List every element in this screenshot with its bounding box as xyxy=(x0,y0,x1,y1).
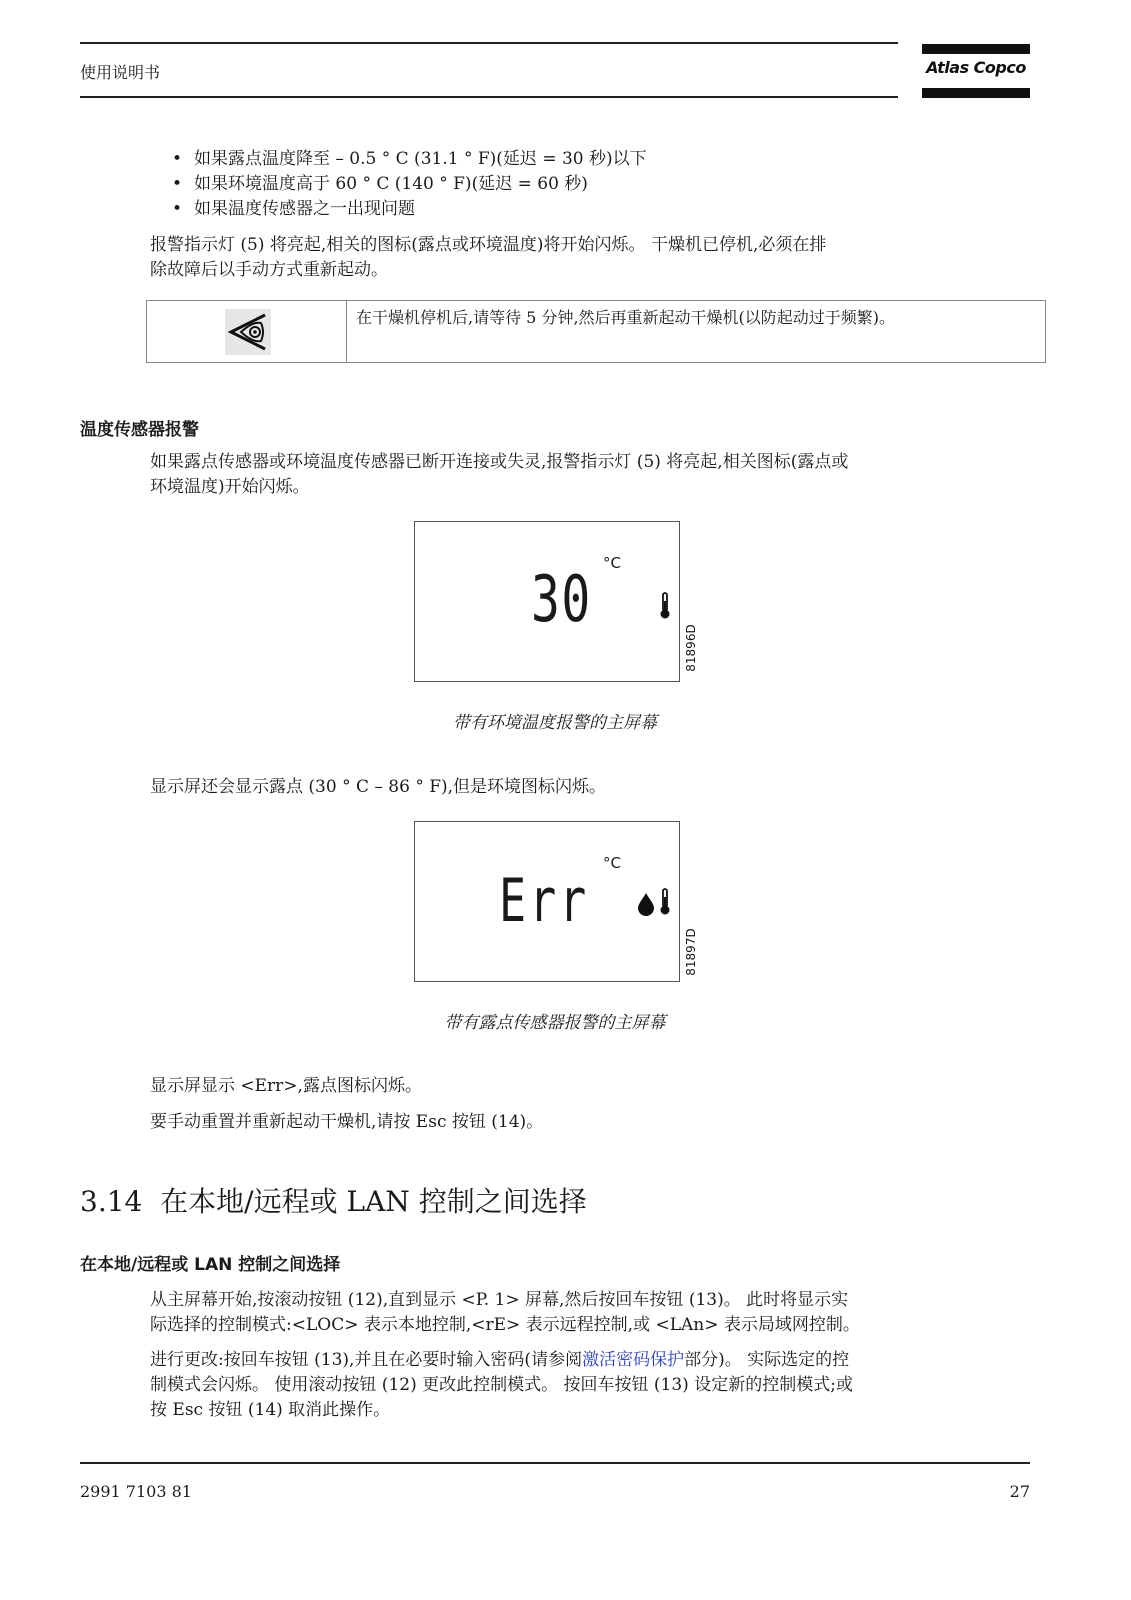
lcd-value: Err xyxy=(499,866,590,936)
reset-instruction: 要手动重置并重新起动干燥机,请按 Esc 按钮 (14)。 xyxy=(150,1112,544,1132)
header-bottom-rule xyxy=(80,96,898,98)
sensor-paragraph-line: 环境温度)开始闪烁。 xyxy=(150,477,310,497)
section-paragraph-1 xyxy=(150,1288,1050,1338)
dewpoint-drop-icon xyxy=(637,892,655,921)
section-paragraph-2 xyxy=(150,1348,1050,1423)
bullet-text: 如果露点温度降至 – 0.5 ° C (31.1 ° F)(延迟 = 30 秒)以下 xyxy=(194,149,647,169)
celsius-unit: °C xyxy=(603,554,621,572)
alarm-paragraph-line: 报警指示灯 (5) 将亮起,相关的图标(露点或环境温度)将开始闪烁。 干燥机已停机,必须在排 xyxy=(150,235,827,255)
thermometer-icon xyxy=(659,592,671,625)
alarm-paragraph xyxy=(150,233,1050,283)
text-run: 部分)。 实际选定的控 xyxy=(684,1350,850,1370)
thermometer-icon xyxy=(659,888,671,921)
bullet-text: 如果环境温度高于 60 ° C (140 ° F)(延迟 = 60 秒) xyxy=(194,174,588,194)
lcd-screen-ambient-alarm xyxy=(414,521,680,682)
sensor-alarm-paragraph xyxy=(150,450,1050,500)
section-paragraph-line xyxy=(150,1348,1050,1373)
text-run: 进行更改:按回车按钮 (13),并且在必要时输入密码(请参阅 xyxy=(150,1350,583,1370)
logo-text: Atlas Copco xyxy=(926,58,1026,77)
section-paragraph-line: 从主屏幕开始,按滚动按钮 (12),直到显示 <P. 1> 屏幕,然后按回车按钮 (13)。 此时将显示实 xyxy=(150,1290,849,1310)
note-box xyxy=(146,300,1046,363)
header-title: 使用说明书 xyxy=(80,63,161,82)
bullet-text: 如果温度传感器之一出现问题 xyxy=(194,199,415,219)
section-title: 3.14 在本地/远程或 LAN 控制之间选择 xyxy=(80,1185,587,1218)
note-icon-cell xyxy=(147,301,347,362)
section-subheading: 在本地/远程或 LAN 控制之间选择 xyxy=(80,1255,341,1275)
figure-caption: 带有露点传感器报警的主屏幕 xyxy=(444,1013,666,1033)
figure-code: 81897D xyxy=(684,928,698,976)
figure1-note: 显示屏还会显示露点 (30 ° C – 86 ° F),但是环境图标闪烁。 xyxy=(150,777,607,797)
err-note: 显示屏显示 <Err>,露点图标闪烁。 xyxy=(150,1076,422,1096)
section-paragraph-line: 制模式会闪烁。 使用滚动按钮 (12) 更改此控制模式。 按回车按钮 (13) 设定新的控制模式;或 xyxy=(150,1375,853,1395)
sensor-alarm-heading: 温度传感器报警 xyxy=(80,420,199,440)
bullet-item: • 如果环境温度高于 60 ° C (140 ° F)(延迟 = 60 秒) xyxy=(172,174,588,194)
figure-code: 81896D xyxy=(684,624,698,672)
password-protection-link[interactable]: 激活密码保护 xyxy=(582,1350,685,1370)
document-number: 2991 7103 81 xyxy=(80,1482,192,1501)
bullet-item: • 如果露点温度降至 – 0.5 ° C (31.1 ° F)(延迟 = 30 秒)以下 xyxy=(172,149,647,169)
lcd-screen-dewpoint-alarm xyxy=(414,821,680,982)
atlas-copco-logo xyxy=(922,44,1030,98)
page-number: 27 xyxy=(1009,1482,1030,1501)
header-top-rule xyxy=(80,42,898,44)
eye-warning-icon xyxy=(225,309,271,355)
section-paragraph-line: 际选择的控制模式:<LOC> 表示本地控制,<rE> 表示远程控制,或 <LAn> 表示局域网控制。 xyxy=(150,1315,860,1335)
footer-rule xyxy=(80,1462,1030,1464)
alarm-paragraph-line: 除故障后以手动方式重新起动。 xyxy=(150,260,388,280)
lcd-value: 30 xyxy=(531,563,592,637)
bullet-item: • 如果温度传感器之一出现问题 xyxy=(172,199,415,219)
figure-caption: 带有环境温度报警的主屏幕 xyxy=(453,713,657,733)
celsius-unit: °C xyxy=(603,854,621,872)
note-text: 在干燥机停机后,请等待 5 分钟,然后再重新起动干燥机(以防起动过于频繁)。 xyxy=(356,308,896,327)
sensor-paragraph-line: 如果露点传感器或环境温度传感器已断开连接或失灵,报警指示灯 (5) 将亮起,相关图标(露点或 xyxy=(150,452,849,472)
section-paragraph-line: 按 Esc 按钮 (14) 取消此操作。 xyxy=(150,1400,391,1420)
